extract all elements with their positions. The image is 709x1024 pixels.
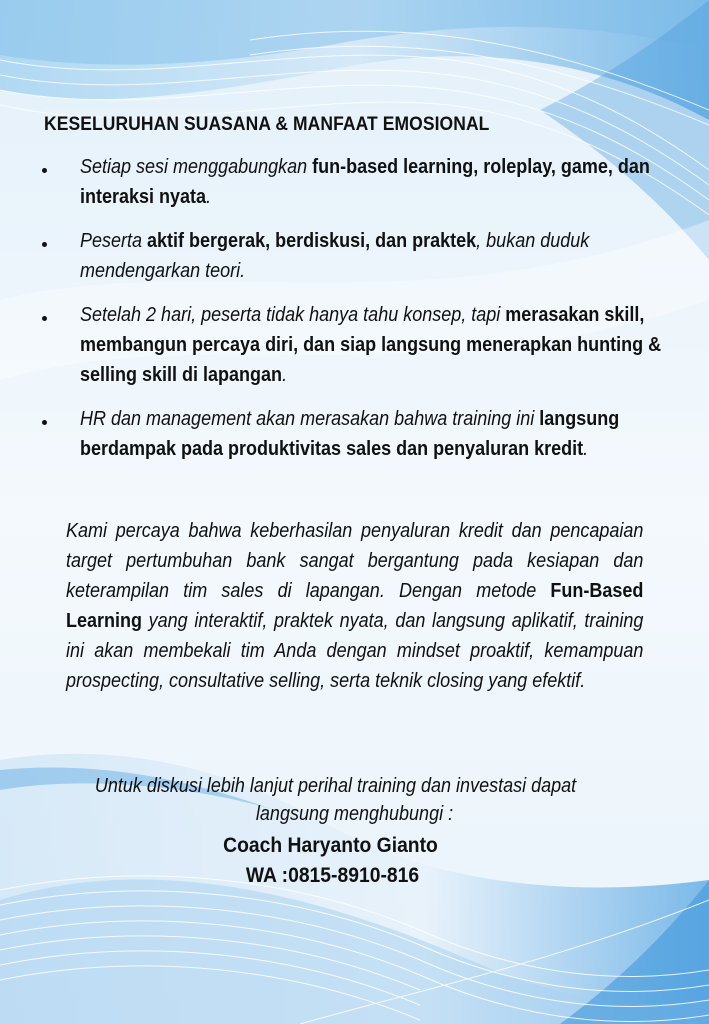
section-heading: KESELURUHAN SUASANA & MANFAAT EMOSIONAL [44, 114, 490, 135]
benefit-highlight: fun-based learning, roleplay, game, dan interaksi nyata [80, 156, 650, 208]
bullet-dot-icon [42, 168, 47, 173]
benefit-item [38, 404, 678, 464]
paragraph-text-before: Kami percaya bahwa keberhasilan penyaluran kredit dan pencapaian target pertumbuhan bank sangat bergantung pada kesiapan dan keterampilan tim sales di lapangan. Dengan metode [66, 520, 644, 602]
benefit-item [38, 152, 678, 212]
paragraph-highlight: Fun-Based Learning [66, 580, 644, 632]
benefit-highlight: langsung berdampak pada produktivitas sales dan penyaluran kredit [80, 408, 620, 460]
contact-block [0, 772, 709, 891]
benefit-item [38, 226, 678, 286]
benefit-list [38, 152, 678, 478]
benefit-text: HR dan management akan merasakan bahwa training ini [80, 408, 540, 430]
benefit-text: . [206, 186, 212, 208]
paragraph-text-after: yang interaktif, praktek nyata, dan langsung aplikatif, training ini akan membekali tim Anda dengan mindset proaktif, kemampuan prospecting, consultative selling, serta teknik closing yang efektif. [66, 610, 644, 692]
closing-paragraph [66, 516, 644, 696]
benefit-text: Setelah 2 hari, peserta tidak hanya tahu konsep, tapi [80, 304, 506, 326]
benefit-text: Setiap sesi menggabungkan [80, 156, 313, 178]
contact-whatsapp: WA :0815-8910-816 [245, 864, 420, 887]
benefit-text: . [583, 438, 589, 460]
contact-intro-line1: Untuk diskusi lebih lanjut perihal training dan investasi dapat [94, 775, 577, 797]
bullet-dot-icon [42, 316, 47, 321]
benefit-text: , bukan duduk mendengarkan teori. [80, 230, 590, 282]
benefit-highlight: merasakan skill, membangun percaya diri, dan siap langsung menerapkan hunting & selling skill di lapangan [80, 304, 662, 386]
benefit-highlight: aktif bergerak, berdiskusi, dan praktek [147, 230, 477, 252]
contact-name: Coach Haryanto Gianto [223, 834, 438, 857]
benefit-item [38, 300, 678, 390]
benefit-text: . [282, 364, 288, 386]
contact-intro-line2: langsung menghubungi : [255, 803, 454, 825]
bullet-dot-icon [42, 420, 47, 425]
bullet-dot-icon [42, 242, 47, 247]
benefit-text: Peserta [80, 230, 148, 252]
